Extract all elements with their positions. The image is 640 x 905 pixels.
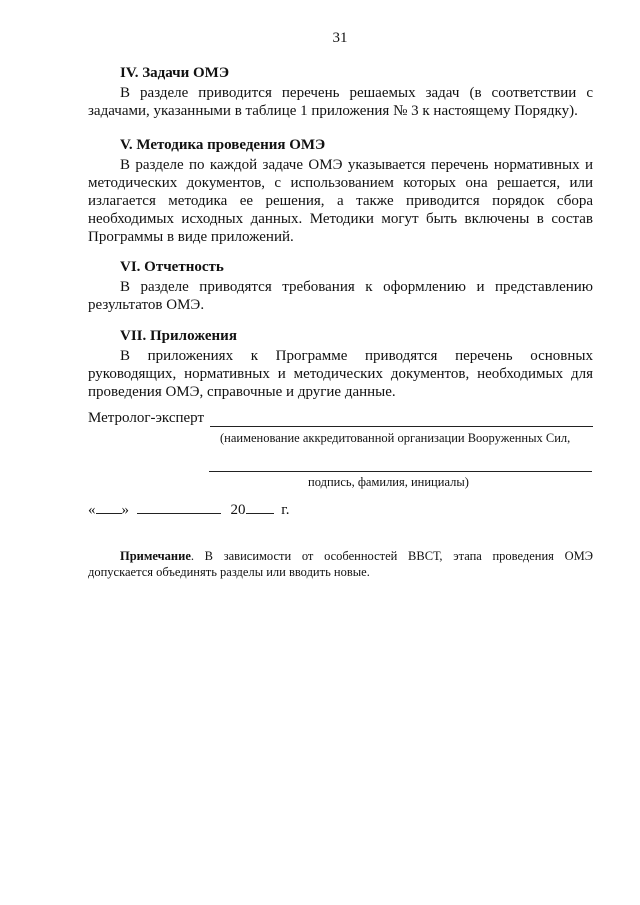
year-suffix: г.: [281, 502, 290, 518]
section-heading: IV. Задачи ОМЭ: [120, 65, 229, 81]
signature-line[interactable]: [210, 426, 593, 427]
section-heading: VII. Приложения: [120, 328, 237, 344]
section-reporting: [88, 258, 593, 314]
day-blank[interactable]: [96, 501, 122, 514]
year-blank[interactable]: [246, 501, 274, 514]
section-paragraph: В приложениях к Программе приводятся перечень основных руководящих, нормативных и методических документов, необходимых для проведения ОМЭ, справочные и другие данные.: [88, 348, 593, 400]
section-appendices: [88, 327, 593, 401]
page-number: 31: [332, 30, 348, 46]
section-paragraph: В разделе приводятся требования к оформлению и представлению результатов ОМЭ.: [88, 279, 593, 313]
year-prefix: 20: [230, 502, 246, 518]
section-heading: VI. Отчетность: [120, 259, 224, 275]
date-close-quote: »: [121, 502, 129, 518]
section-heading: V. Методика проведения ОМЭ: [120, 137, 326, 153]
section-paragraph: В разделе приводится перечень решаемых задач (в соответствии с задачами, указанными в таблице 1 приложения № 3 к настоящему Порядку).: [88, 85, 593, 119]
date-open-quote: «: [88, 502, 96, 518]
organization-caption: (наименование аккредитованной организации Вооруженных Сил,: [220, 431, 571, 445]
signature-row: [88, 410, 593, 427]
signature-caption: подпись, фамилия, инициалы): [308, 475, 469, 489]
section-methodology: [88, 136, 593, 246]
note-text: . В зависимости от особенностей ВВСТ, этапа проведения ОМЭ допускается объединять разделы или вводить новые.: [88, 549, 593, 579]
note-paragraph: [88, 548, 593, 580]
signature-label: Метролог-эксперт: [88, 410, 205, 426]
section-paragraph: В разделе по каждой задаче ОМЭ указывается перечень нормативных и методических документов, с использованием которых она решается, или излагается методика ее решения, а также приводится порядок сбора необходимых исходных данных. Методики могут быть включены в состав Программы в виде приложений.: [88, 157, 593, 245]
month-blank[interactable]: [137, 501, 221, 514]
signature-name-line[interactable]: [209, 471, 592, 472]
note-label: Примечание: [120, 549, 191, 563]
section-tasks: [88, 64, 593, 120]
date-row: [88, 501, 289, 519]
